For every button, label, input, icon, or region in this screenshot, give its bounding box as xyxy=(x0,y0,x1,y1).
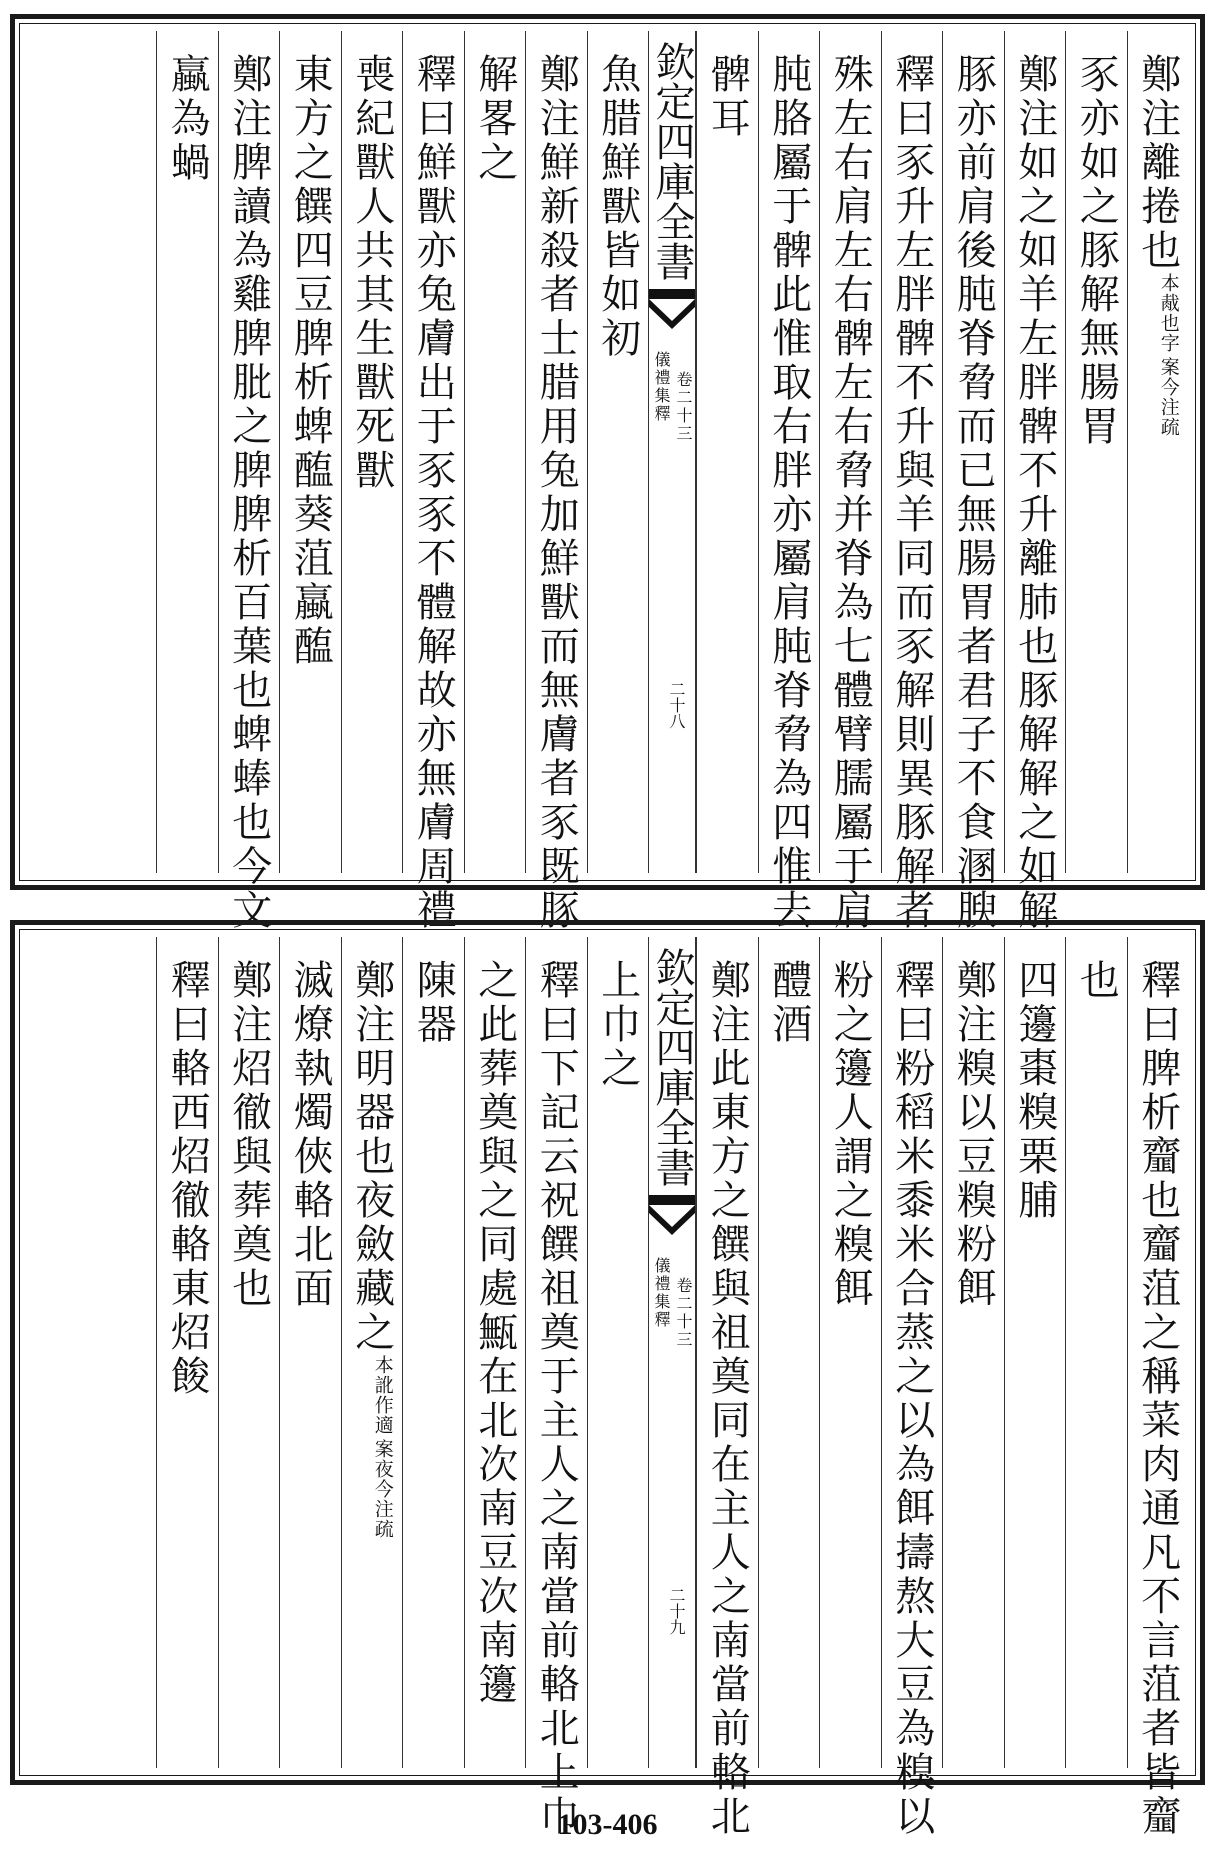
bottom-center-title: 欽定四庫全書 xyxy=(649,947,695,1187)
top-column-text: 髀耳 xyxy=(704,53,751,141)
fishtail-mark-icon xyxy=(649,1195,695,1243)
top-column-text: 豕亦如之豚解無腸胃 xyxy=(1073,53,1120,449)
top-center-title: 欽定四庫全書 xyxy=(649,41,695,281)
top-page-columns xyxy=(27,31,1188,933)
top-column-text: 喪紀獸人共其生獸死獸 xyxy=(348,53,395,493)
top-column-left-3 xyxy=(402,31,464,933)
bottom-column-text: 陳器 xyxy=(410,959,457,1047)
bottom-column-text: 醴酒 xyxy=(765,959,812,1047)
top-center-book-title: 儀禮集釋 xyxy=(652,351,671,423)
top-column-text: 豚亦前肩後肫脊脅而已無腸胃者君子不食溷腴 xyxy=(950,53,997,933)
bottom-column-text: 釋曰粉稻米黍米合蒸之以為餌擣熬大豆為糗以 xyxy=(888,959,935,1839)
top-column-text: 鄭注脾讀為雞脾肶之脾脾析百葉也蜱蜯也今文 xyxy=(225,53,272,933)
bottom-folio-number: 二十九 xyxy=(667,1587,686,1635)
bottom-column-right-7 xyxy=(696,937,758,1839)
bottom-column-left-7 xyxy=(156,937,218,1768)
top-column-right-7 xyxy=(696,31,758,873)
top-column-right-6 xyxy=(758,31,820,933)
bottom-column-right-6 xyxy=(758,937,820,1768)
bottom-column-text: 粉之籩人謂之糗餌 xyxy=(827,959,874,1311)
bottom-column-left-2 xyxy=(464,937,526,1768)
page-number: 103-406 xyxy=(557,1808,658,1841)
top-page-frame xyxy=(10,14,1205,933)
top-column-right-4 xyxy=(881,31,943,933)
top-folio-number: 二十八 xyxy=(667,681,686,729)
bottom-column-text: 鄭注炤徹與葬奠也 xyxy=(225,959,272,1311)
top-column-text: 東方之饌四豆脾析蜱醢葵菹蠃醢 xyxy=(287,53,334,669)
bottom-column-right-5 xyxy=(819,937,881,1768)
bottom-column-right-1 xyxy=(1065,937,1127,1768)
top-column-text: 鄭注鮮新殺者士腊用兔加鮮獸而無膚者豕既豚 xyxy=(533,53,580,933)
bottom-column-text: 也 xyxy=(1073,959,1120,1003)
bottom-column-right-4 xyxy=(881,937,943,1839)
bottom-center-juan: 卷二十三 xyxy=(674,1277,693,1349)
top-column-text: 殊左右肩左右髀左右脅并脊為七體臂臑屬于肩 xyxy=(827,53,874,933)
bottom-column-right-2 xyxy=(1004,937,1066,1768)
bottom-center-banner xyxy=(648,937,696,1768)
bottom-column-right-0 xyxy=(1127,937,1189,1839)
top-column-text: 鄭注離捲也 案今注疏 本胾也字 xyxy=(1134,53,1181,437)
bottom-column-right-3 xyxy=(942,937,1004,1768)
top-column-right-5 xyxy=(819,31,881,933)
top-column-right-3 xyxy=(942,31,1004,933)
top-column-text: 解畧之 xyxy=(471,53,518,185)
top-column-left-5 xyxy=(279,31,341,873)
fishtail-mark-icon xyxy=(649,289,695,337)
bottom-column-text: 四籩棗糗栗脯 xyxy=(1011,959,1058,1223)
bottom-column-text: 釋曰下記云祝饌祖奠于主人之南當前輅北上巾 xyxy=(533,959,580,1839)
top-column-right-1 xyxy=(1065,31,1127,873)
top-column-text: 肫胳屬于髀此惟取右胖亦屬肩肫脊脅為四惟去 xyxy=(765,53,812,933)
bottom-column-left-5 xyxy=(279,937,341,1768)
bottom-column-text: 鄭注糗以豆糗粉餌 xyxy=(950,959,997,1311)
bottom-column-text: 鄭注此東方之饌與祖奠同在主人之南當前輅北 xyxy=(704,959,751,1839)
bottom-column-text: 滅燎執燭俠輅北面 xyxy=(287,959,334,1311)
top-column-left-1 xyxy=(525,31,587,933)
top-column-right-2 xyxy=(1004,31,1066,933)
top-column-left-2 xyxy=(464,31,526,873)
bottom-annotation-note: 案夜今注疏 本訛作適 xyxy=(371,1355,394,1539)
bottom-column-left-1 xyxy=(525,937,587,1839)
top-column-left-0 xyxy=(587,31,649,873)
top-center-banner xyxy=(648,31,696,873)
top-column-text: 魚腊鮮獸皆如初 xyxy=(594,53,641,361)
bottom-column-text: 之此葬奠與之同處甒在北次南豆次南籩 xyxy=(471,959,518,1707)
top-center-juan: 卷二十三 xyxy=(674,371,693,443)
bottom-column-text: 釋曰脾析齏也齏菹之稱菜肉通凡不言菹者皆齏 xyxy=(1134,959,1181,1839)
top-column-text: 釋曰鮮獸亦兔膚出于豕豕不體解故亦無膚周禮 xyxy=(410,53,457,933)
top-column-left-4 xyxy=(341,31,403,873)
bottom-column-left-6 xyxy=(218,937,280,1768)
bottom-column-left-0 xyxy=(587,937,649,1768)
bottom-column-text: 釋曰輅西炤徹輅東炤餕 xyxy=(164,959,211,1399)
top-column-text: 釋曰豕升左胖髀不升與羊同而豕解則異豚解者 xyxy=(888,53,935,933)
bottom-center-book-title: 儀禮集釋 xyxy=(652,1257,671,1329)
bottom-column-left-4 xyxy=(341,937,403,1768)
top-column-left-6 xyxy=(218,31,280,933)
bottom-column-left-3 xyxy=(402,937,464,1768)
top-column-left-7 xyxy=(156,31,218,873)
top-annotation-note: 案今注疏 本胾也字 xyxy=(1157,273,1180,437)
bottom-column-text: 鄭注明器也夜斂藏之 案夜今注疏 本訛作適 xyxy=(348,959,395,1539)
top-column-right-0 xyxy=(1127,31,1189,873)
top-column-text: 鄭注如之如羊左胖髀不升離肺也豚解解之如解 xyxy=(1011,53,1058,933)
bottom-column-text: 上巾之 xyxy=(594,959,641,1091)
top-column-text: 蠃為蝸 xyxy=(164,53,211,185)
